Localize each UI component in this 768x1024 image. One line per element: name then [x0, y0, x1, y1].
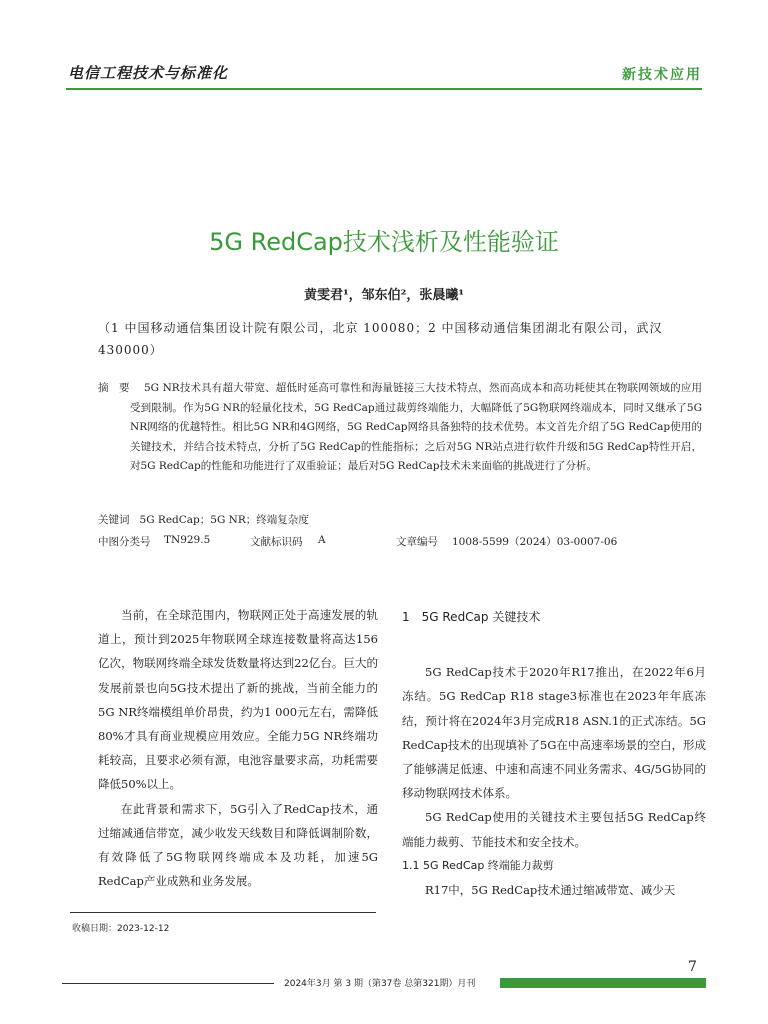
- doc-code-value: A: [318, 534, 326, 546]
- keywords: [98, 512, 309, 527]
- article-number-label: 文章编号: [396, 536, 438, 548]
- authors: 黄雯君¹，邹东伯²，张晨曦¹: [303, 288, 465, 303]
- article-number-value: 1008-5599（2024）03-0007-06: [452, 536, 618, 548]
- paragraph: 5G RedCap技术于2020年R17推出，在2022年6月冻结。5G RedCap R18 stage3标准也在2023年年底冻结，预计将在2024年3月完成R18 ASN.1的正式冻结。5G RedCap技术的出现填补了5G在中高速率场景的空白，形成了能够满足低速、中速和高速不同业务需求、4G/5G协同的移动物联网技术体系。: [402, 665, 706, 801]
- body-left-column: [98, 603, 378, 893]
- clc-label: 中图分类号: [98, 536, 151, 548]
- footer-rule: [62, 983, 274, 984]
- footnote-rule: [70, 912, 376, 913]
- keywords-text: 5G RedCap；5G NR；终端复杂度: [139, 514, 309, 526]
- subsection-heading: 1.1 5G RedCap 终端能力裁剪: [402, 858, 554, 872]
- page-number: 7: [688, 959, 697, 975]
- body-right-column: [402, 603, 706, 902]
- header-rule: [66, 88, 702, 90]
- paragraph: 当前，在全球范围内，物联网正处于高速发展的轨道上，预计到2025年物联网全球连接数量将高达156亿次，物联网终端全球发货数量将达到22亿台。巨大的发展前景也向5G技术提出了新的挑战，当前全能力的5G NR终端模组单价昂贵，约为1 000元左右，需降低80%才具有商业规模应用效应。全能力5G NR终端功耗较高，且要求必须有源，电池容量要求高，功耗需要降低50%以上。: [98, 608, 378, 792]
- abstract-text: 5G NR技术具有超大带宽、超低时延高可靠性和海量链接三大技术特点，然而高成本和高功耗使其在物联网领域的应用受到限制。作为5G NR的轻量化技术，5G RedCap通过裁剪终端能力，大幅降低了5G物联网终端成本，同时又继承了5G NR网络的优越特性。相比5G NR和4G网络，5G RedCap网络具备独特的技术优势。本文首先介绍了5G RedCap使用的关键技术，并结合技术特点，分析了5G RedCap的性能指标；之后对5G NR站点进行软件升级和5G RedCap特性开启，对5G RedCap的性能和功能进行了双重验证；最后对5G RedCap技术未来面临的挑战进行了分析。: [130, 382, 702, 472]
- abstract: [98, 379, 702, 477]
- clc-value: TN929.5: [164, 534, 211, 546]
- issue-info: 2024年3月 第 3 期（第37卷 总第321期）月刊: [284, 979, 476, 989]
- paragraph: 5G RedCap使用的关键技术主要包括5G RedCap终端能力裁剪、节能技术和安全技术。: [402, 810, 706, 849]
- section-tag: 新技术应用: [622, 67, 702, 83]
- journal-name: 电信工程技术与标准化: [68, 64, 229, 82]
- doc-code-label: 文献标识码: [250, 536, 303, 548]
- keywords-label: 关键词: [98, 514, 130, 526]
- received-date: 收稿日期：2023-12-12: [72, 924, 170, 934]
- paragraph: 在此背景和需求下，5G引入了RedCap技术，通过缩减通信带宽，减少收发天线数目和降低调制阶数，有效降低了5G物联网终端成本及功耗，加速5G RedCap产业成熟和业务发展。: [98, 801, 378, 889]
- section-heading: 1 5G RedCap 关键技术: [402, 610, 541, 624]
- abstract-label: 摘 要: [98, 382, 130, 394]
- paragraph: R17中，5G RedCap技术通过缩减带宽、减少天: [425, 883, 676, 898]
- article-title: 5G RedCap技术浅析及性能验证: [209, 228, 559, 256]
- footer-bar: [500, 978, 706, 988]
- affiliations: （1 中国移动通信集团设计院有限公司，北京 100080；2 中国移动通信集团湖北有限公司，武汉 430000）: [98, 321, 663, 357]
